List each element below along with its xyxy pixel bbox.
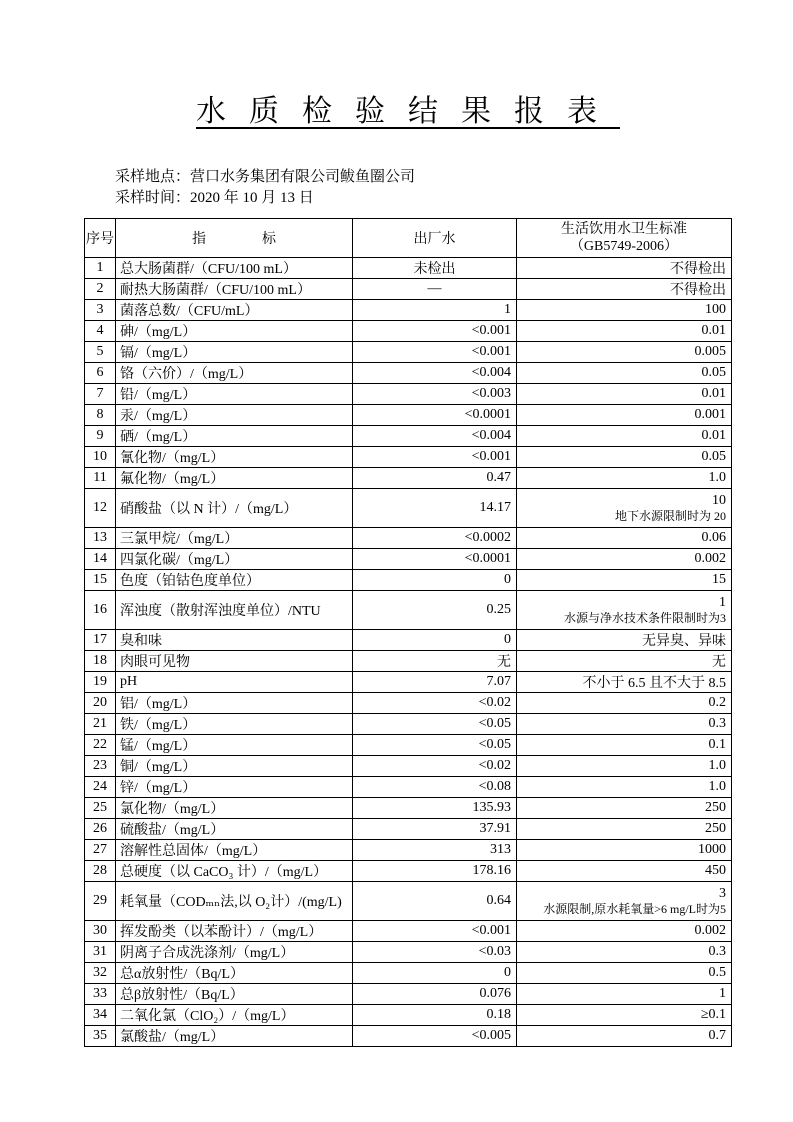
cell-standard-value [517,882,732,921]
cell-standard-value: 1.0 [517,777,732,798]
sampling-time-line [115,188,415,209]
table-row [85,861,732,882]
cell-indicator: 色度（铂钴色度单位） [116,570,353,591]
cell-row-number: 5 [85,342,116,363]
table-row [85,300,732,321]
cell-indicator: 铬（六价）/（mg/L） [116,363,353,384]
table-row [85,342,732,363]
cell-standard-value: 250 [517,798,732,819]
cell-standard-value: 不得检出 [517,258,732,279]
table-row [85,591,732,630]
cell-row-number: 12 [85,489,116,528]
header-row-number: 序号 [85,219,116,258]
cell-indicator: 溶解性总固体/（mg/L） [116,840,353,861]
cell-factory-water-value: 无 [353,651,517,672]
cell-factory-water-value: <0.02 [353,693,517,714]
table-row [85,882,732,921]
cell-row-number: 33 [85,984,116,1005]
cell-factory-water-value: <0.003 [353,384,517,405]
cell-indicator: 总β放射性/（Bq/L） [116,984,353,1005]
cell-standard-value: 0.002 [517,921,732,942]
cell-indicator: 总硬度（以 CaCO₃ 计）/（mg/L） [116,861,353,882]
cell-row-number: 16 [85,591,116,630]
cell-factory-water-value: — [353,279,517,300]
cell-factory-water-value: <0.001 [353,447,517,468]
cell-indicator: 耐热大肠菌群/（CFU/100 mL） [116,279,353,300]
cell-row-number: 8 [85,405,116,426]
cell-factory-water-value: <0.0001 [353,549,517,570]
table-row [85,735,732,756]
page-title: 水质检验结果报表 [196,95,620,128]
table-row [85,672,732,693]
cell-row-number: 31 [85,942,116,963]
cell-indicator: 四氯化碳/（mg/L） [116,549,353,570]
cell-standard-value: 0.01 [517,321,732,342]
standard-limit: 10 [712,493,726,508]
cell-standard-value: 无异臭、异味 [517,630,732,651]
table-row [85,984,732,1005]
cell-indicator: 铜/（mg/L） [116,756,353,777]
cell-indicator: 硝酸盐（以 N 计）/（mg/L） [116,489,353,528]
cell-indicator: 氯酸盐/（mg/L） [116,1026,353,1047]
cell-factory-water-value: 7.07 [353,672,517,693]
table-row [85,570,732,591]
table-body [85,258,732,1047]
cell-row-number: 25 [85,798,116,819]
cell-row-number: 10 [85,447,116,468]
cell-factory-water-value: <0.03 [353,942,517,963]
cell-factory-water-value: 0 [353,630,517,651]
header-standard [517,219,732,258]
cell-standard-value [517,489,732,528]
cell-standard-value: 0.01 [517,384,732,405]
cell-row-number: 6 [85,363,116,384]
cell-factory-water-value: 0 [353,570,517,591]
cell-standard-value: 0.7 [517,1026,732,1047]
table-row [85,756,732,777]
cell-standard-value: ≥0.1 [517,1005,732,1026]
cell-indicator: 耗氧量（CODₘₙ法,以 O₂计）/(mg/L) [116,882,353,921]
cell-factory-water-value: <0.001 [353,342,517,363]
cell-standard-value: 不小于 6.5 且不大于 8.5 [517,672,732,693]
table-row [85,258,732,279]
results-table [84,218,732,1047]
cell-row-number: 17 [85,630,116,651]
cell-factory-water-value: <0.05 [353,735,517,756]
cell-row-number: 4 [85,321,116,342]
cell-factory-water-value: 1 [353,300,517,321]
table-row [85,777,732,798]
cell-row-number: 26 [85,819,116,840]
cell-indicator: 阴离子合成洗涤剂/（mg/L） [116,942,353,963]
table-row [85,384,732,405]
cell-row-number: 20 [85,693,116,714]
cell-indicator: 铅/（mg/L） [116,384,353,405]
table-row [85,921,732,942]
cell-row-number: 35 [85,1026,116,1047]
cell-factory-water-value: <0.02 [353,756,517,777]
cell-indicator: 菌落总数/（CFU/mL） [116,300,353,321]
standard-limit: 3 [719,886,726,901]
table-row [85,426,732,447]
cell-factory-water-value: <0.001 [353,321,517,342]
cell-indicator: 臭和味 [116,630,353,651]
cell-standard-value: 15 [517,570,732,591]
cell-factory-water-value: 135.93 [353,798,517,819]
cell-row-number: 13 [85,528,116,549]
cell-indicator: 氟化物/（mg/L） [116,468,353,489]
cell-standard-value: 0.05 [517,363,732,384]
cell-indicator: 总大肠菌群/（CFU/100 mL） [116,258,353,279]
cell-row-number: 30 [85,921,116,942]
header-indicator: 指 标 [116,219,353,258]
table-row [85,963,732,984]
header-standard-line2: （GB5749-2006） [569,239,679,254]
sampling-info [115,167,415,209]
cell-row-number: 11 [85,468,116,489]
cell-row-number: 19 [85,672,116,693]
table-row [85,468,732,489]
cell-factory-water-value: 0.18 [353,1005,517,1026]
cell-standard-value: 0.1 [517,735,732,756]
standard-limit: 1 [719,595,726,610]
standard-limit-note: 水源限制,原水耗氧量>6 mg/L时为5 [543,902,726,916]
cell-row-number: 7 [85,384,116,405]
cell-standard-value: 1 [517,984,732,1005]
cell-indicator: 硫酸盐/（mg/L） [116,819,353,840]
cell-standard-value: 0.3 [517,942,732,963]
cell-factory-water-value: <0.004 [353,363,517,384]
cell-standard-value: 0.002 [517,549,732,570]
cell-indicator: 二氧化氯（ClO₂）/（mg/L） [116,1005,353,1026]
cell-standard-value: 250 [517,819,732,840]
cell-standard-value: 0.2 [517,693,732,714]
cell-standard-value: 无 [517,651,732,672]
table-row [85,363,732,384]
cell-standard-value [517,591,732,630]
cell-factory-water-value: 未检出 [353,258,517,279]
cell-indicator: 浑浊度（散射浑浊度单位）/NTU [116,591,353,630]
cell-row-number: 23 [85,756,116,777]
cell-row-number: 3 [85,300,116,321]
cell-row-number: 24 [85,777,116,798]
cell-standard-value: 0.001 [517,405,732,426]
cell-standard-value: 450 [517,861,732,882]
cell-indicator: pH [116,672,353,693]
cell-indicator: 挥发酚类（以苯酚计）/（mg/L） [116,921,353,942]
header-standard-line1: 生活饮用水卫生标准 [561,222,687,237]
table-row [85,651,732,672]
cell-row-number: 29 [85,882,116,921]
cell-row-number: 14 [85,549,116,570]
cell-indicator: 铝/（mg/L） [116,693,353,714]
header-factory-water: 出厂水 [353,219,517,258]
table-row [85,630,732,651]
cell-row-number: 34 [85,1005,116,1026]
cell-indicator: 锌/（mg/L） [116,777,353,798]
cell-standard-value: 0.3 [517,714,732,735]
sampling-location-value: 营口水务集团有限公司鲅鱼圈公司 [190,169,416,185]
standard-limit-note: 水源与净水技术条件限制时为3 [563,611,726,625]
cell-standard-value: 100 [517,300,732,321]
cell-factory-water-value: <0.001 [353,921,517,942]
cell-indicator: 肉眼可见物 [116,651,353,672]
cell-standard-value: 0.06 [517,528,732,549]
cell-standard-value: 0.01 [517,426,732,447]
cell-factory-water-value: 0.25 [353,591,517,630]
sampling-time-value: 2020 年 10 月 13 日 [190,190,314,206]
cell-standard-value: 1.0 [517,468,732,489]
cell-factory-water-value: 178.16 [353,861,517,882]
cell-factory-water-value: 14.17 [353,489,517,528]
cell-factory-water-value: 37.91 [353,819,517,840]
table-row [85,405,732,426]
table-row [85,819,732,840]
standard-limit-note: 地下水源限制时为 20 [614,509,726,523]
cell-indicator: 铁/（mg/L） [116,714,353,735]
table-row [85,528,732,549]
table-row [85,714,732,735]
cell-factory-water-value: <0.05 [353,714,517,735]
cell-row-number: 22 [85,735,116,756]
cell-indicator: 氰化物/（mg/L） [116,447,353,468]
table-row [85,1026,732,1047]
cell-row-number: 27 [85,840,116,861]
sampling-location-line [115,167,415,188]
table-row [85,942,732,963]
cell-row-number: 21 [85,714,116,735]
cell-indicator: 镉/（mg/L） [116,342,353,363]
cell-standard-value: 0.5 [517,963,732,984]
cell-indicator: 锰/（mg/L） [116,735,353,756]
cell-row-number: 18 [85,651,116,672]
cell-factory-water-value: <0.005 [353,1026,517,1047]
table-row [85,840,732,861]
cell-factory-water-value: 0.47 [353,468,517,489]
table-row [85,798,732,819]
cell-indicator: 氯化物/（mg/L） [116,798,353,819]
cell-row-number: 1 [85,258,116,279]
cell-row-number: 2 [85,279,116,300]
table-row [85,489,732,528]
table-row [85,693,732,714]
cell-standard-value: 0.05 [517,447,732,468]
sampling-location-label: 采样地点： [115,169,191,185]
table-row [85,321,732,342]
cell-standard-value: 0.005 [517,342,732,363]
table-row [85,279,732,300]
cell-factory-water-value: <0.004 [353,426,517,447]
sampling-time-label: 采样时间： [115,190,191,206]
table-row [85,549,732,570]
header-row [85,219,732,258]
cell-row-number: 9 [85,426,116,447]
cell-indicator: 总α放射性/（Bq/L） [116,963,353,984]
table-row [85,447,732,468]
cell-standard-value: 1.0 [517,756,732,777]
cell-factory-water-value: 0.076 [353,984,517,1005]
cell-factory-water-value: 313 [353,840,517,861]
cell-factory-water-value: 0.64 [353,882,517,921]
cell-row-number: 15 [85,570,116,591]
cell-standard-value: 不得检出 [517,279,732,300]
table-row [85,1005,732,1026]
cell-indicator: 三氯甲烷/（mg/L） [116,528,353,549]
cell-row-number: 32 [85,963,116,984]
cell-standard-value: 1000 [517,840,732,861]
cell-factory-water-value: <0.08 [353,777,517,798]
cell-factory-water-value: 0 [353,963,517,984]
cell-indicator: 汞/（mg/L） [116,405,353,426]
cell-indicator: 砷/（mg/L） [116,321,353,342]
cell-factory-water-value: <0.0001 [353,405,517,426]
cell-factory-water-value: <0.0002 [353,528,517,549]
cell-row-number: 28 [85,861,116,882]
cell-indicator: 硒/（mg/L） [116,426,353,447]
